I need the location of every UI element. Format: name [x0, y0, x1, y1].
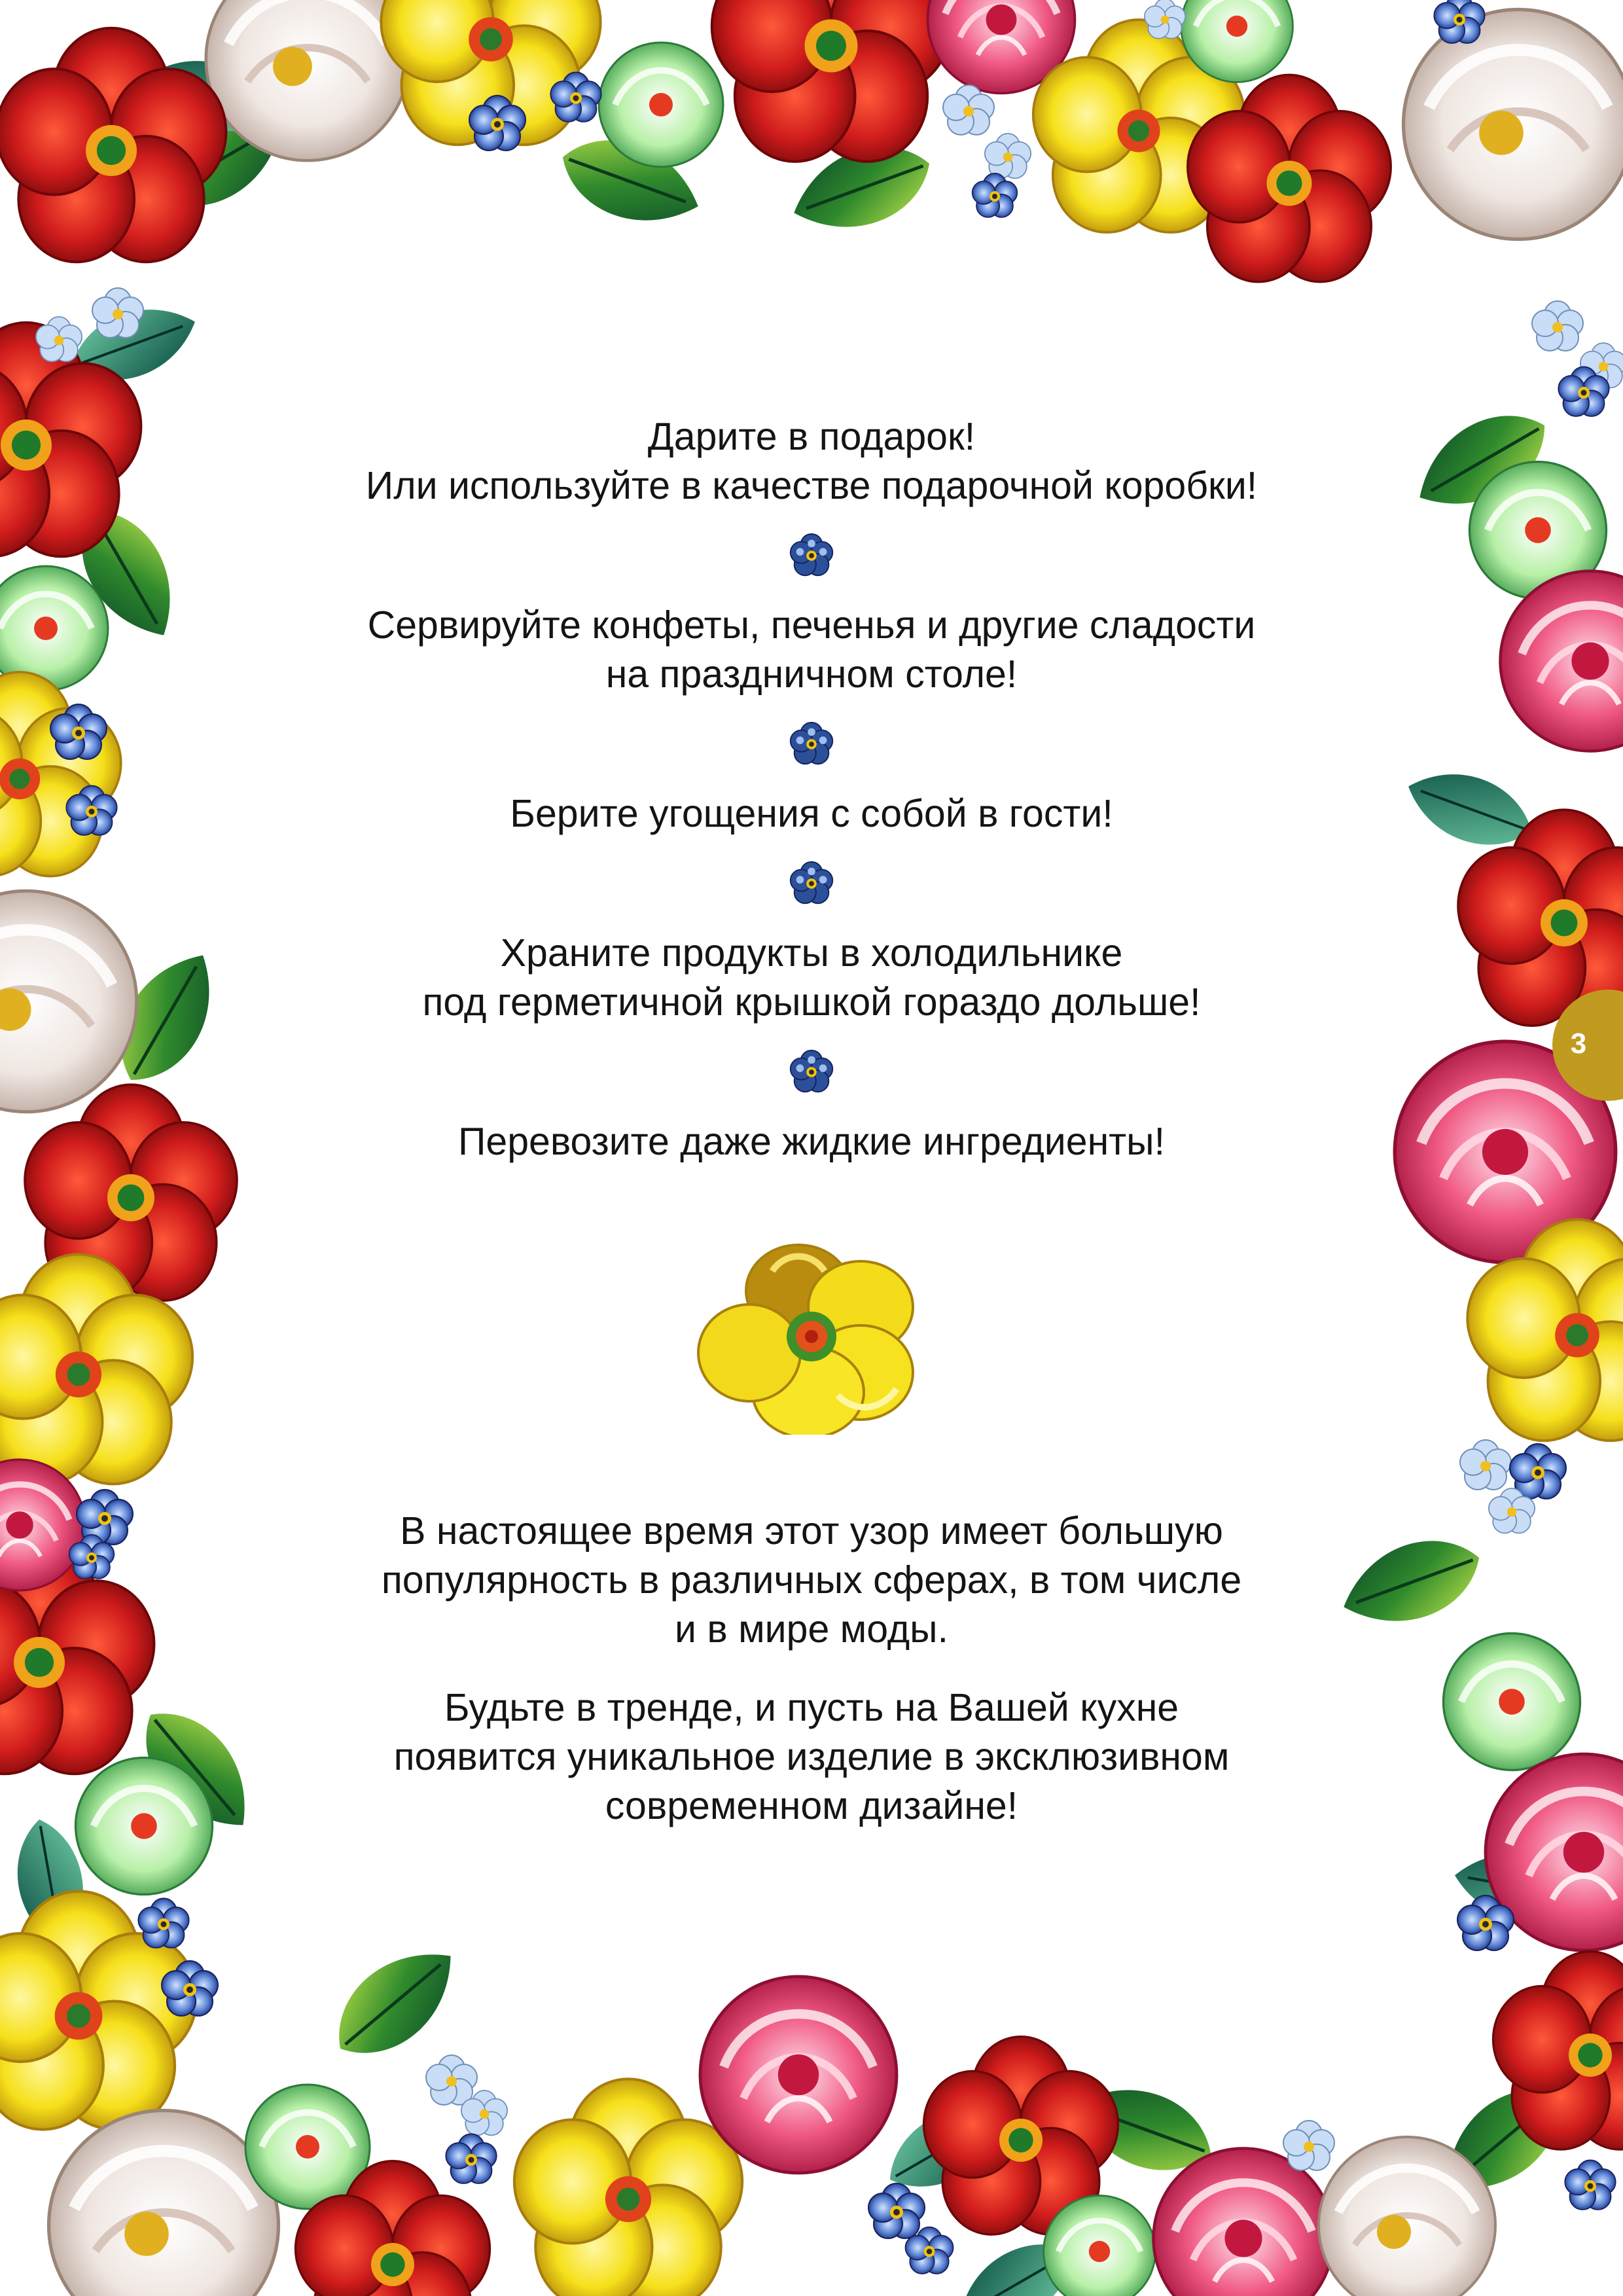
usage-item-store: Храните продукты в холодильнике под герметичной крышкой гораздо дольше! — [422, 931, 1201, 1024]
trend-paragraph-1: В настоящее время этот узор имеет большую популярность в различных сферах, в том числе и в мире моды. — [381, 1509, 1242, 1651]
usage-item-transport: Перевозите даже жидкие ингредиенты! — [458, 1120, 1165, 1163]
main-text-block — [288, 412, 1335, 1860]
forget-me-not-icon — [786, 719, 837, 770]
yellow-flower-icon — [694, 1238, 929, 1435]
forget-me-not-icon — [786, 530, 837, 581]
usage-item-serve: Сервируйте конфеты, печенья и другие сладости на праздничном столе! — [367, 603, 1256, 696]
forget-me-not-icon — [786, 1047, 837, 1098]
forget-me-not-icon — [786, 858, 837, 909]
usage-item-visit: Берите угощения с собой в гости! — [510, 792, 1113, 835]
usage-item-gift: Дарите в подарок! Или используйте в качестве подарочной коробки! — [365, 415, 1258, 507]
page-number: 3 — [1570, 1028, 1587, 1060]
trend-paragraph-2: Будьте в тренде, и пусть на Вашей кухне появится уникальное изделие в эксклюзивном современном дизайне! — [393, 1686, 1230, 1827]
